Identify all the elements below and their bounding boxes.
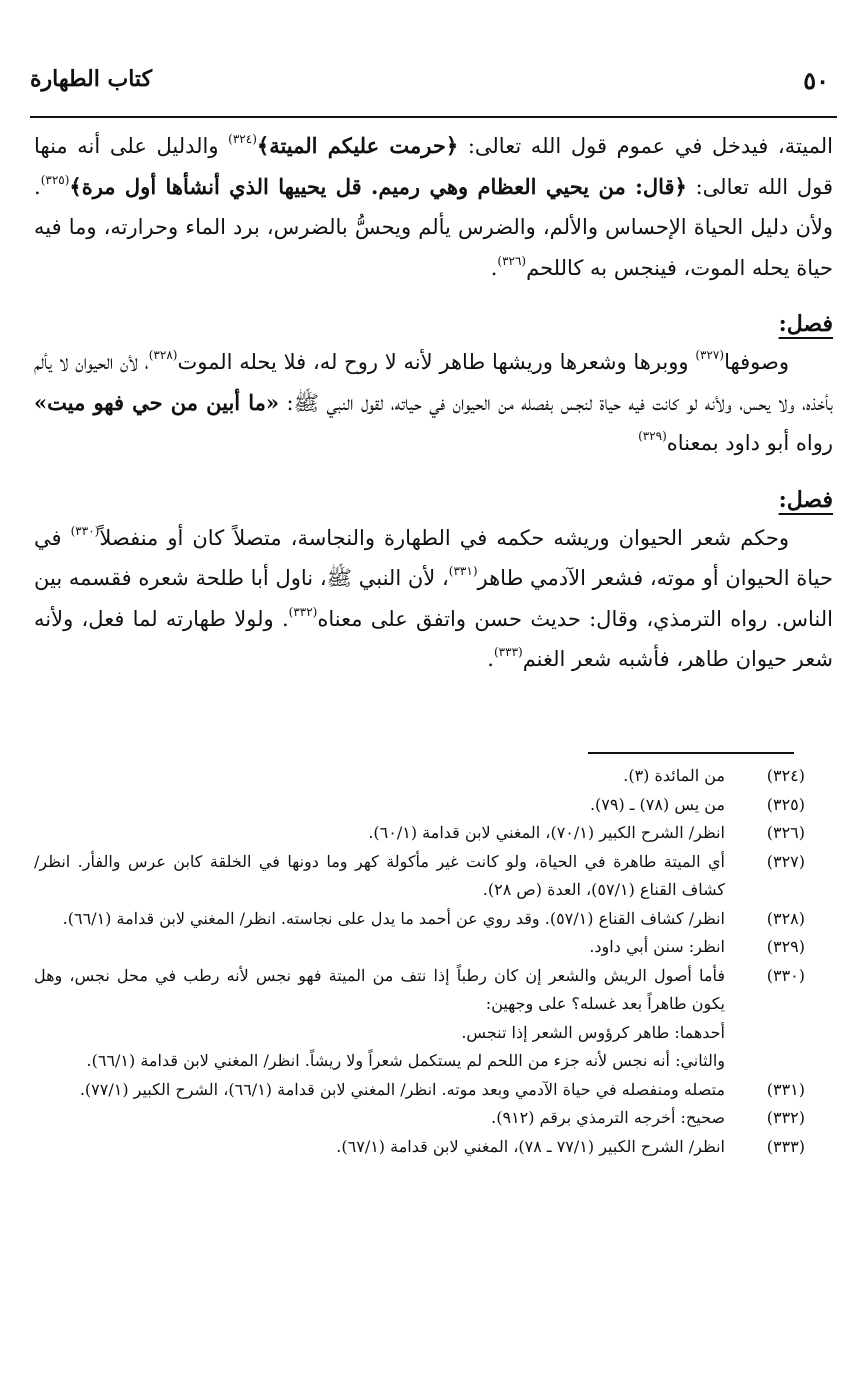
footnote-ref: (٣٢٦) — [497, 253, 527, 268]
footnote-line: من يس (٧٨) ـ (٧٩). — [589, 794, 725, 814]
footnote-text — [34, 905, 725, 934]
footnote-text — [34, 762, 725, 791]
footnote-item — [34, 1076, 805, 1105]
footnote-ref: (٣٣٣) — [493, 645, 523, 659]
page-number: ٥٠ — [803, 66, 829, 95]
footnote-number: (٣٣٢) — [766, 1108, 805, 1127]
footnote-ref: (٣٣١) — [448, 564, 478, 578]
paragraph-text: . — [487, 647, 494, 671]
hadith-quote: «ما أبين من حي فهو ميت» — [34, 389, 280, 415]
paragraph-text: . ولولا طهارته لما فعل، ولأنه شعر حيوان طاهر، فأشبه شعر الغنم — [34, 606, 833, 671]
footnote-line: انظر/ كشاف القناع (٥٧/١). وقد روي عن أحمد ما يدل على نجاسته. انظر/ المغني لابن قدامة (٦٦/١). — [62, 908, 725, 928]
paragraph-text: . — [490, 255, 498, 280]
footnote-ref: (٣٢٧) — [695, 348, 725, 362]
footnote-line: من المائدة (٣). — [623, 766, 725, 785]
footnote-number: (٣٢٨) — [766, 908, 805, 928]
footnote-text — [34, 933, 725, 962]
footnote-ref: (٣٢٩) — [638, 429, 667, 443]
footnote-item — [34, 1133, 805, 1162]
paragraph-text: والدليل على أنه منها قول الله تعالى: — [34, 134, 833, 199]
quran-quote: ﴿قال: من يحيي العظام وهي رميم. قل يحييها الذي أنشأها أول مرة﴾ — [69, 173, 687, 199]
footnote-item — [34, 819, 805, 848]
paragraph-2 — [34, 342, 833, 464]
paragraph-3 — [34, 518, 833, 680]
footnote-item — [34, 962, 805, 1076]
paragraph-1 — [34, 126, 833, 288]
footnote-number: (٣٢٩) — [766, 937, 805, 956]
footnote-item — [34, 933, 805, 962]
paragraph-text: وصوفها — [724, 350, 790, 374]
running-title: كتاب الطهارة — [30, 66, 153, 92]
section-heading: فصل: — [778, 486, 833, 513]
paragraph-text: ووبرها وشعرها وريشها طاهر لأنه لا روح له، فلا يحله الموت — [177, 350, 696, 374]
footnote-ref: (٣٣٠) — [70, 523, 100, 538]
footnote-line: صحيح: أخرجه الترمذي برقم (٩١٢). — [491, 1108, 725, 1127]
footnote-ref: (٣٢٤) — [228, 132, 257, 146]
footnote-item — [34, 905, 805, 934]
paragraph-text: رواه أبو داود بمعناه — [666, 431, 833, 455]
footnote-item — [34, 848, 805, 905]
footnote-text — [34, 791, 725, 820]
footnote-item — [34, 762, 805, 791]
footnote-number: (٣٢٥) — [766, 794, 805, 814]
paragraph-text: وحكم شعر الحيوان وريشه حكمه في الطهارة والنجاسة، متصلاً كان أو منفصلاً — [99, 525, 789, 550]
footnote-number: (٣٢٦) — [766, 823, 805, 842]
footnotes — [34, 762, 805, 1161]
footnote-number: (٣٢٤) — [766, 766, 805, 785]
footnote-number: (٣٣٣) — [766, 1136, 805, 1156]
running-header — [30, 66, 837, 100]
footnote-text — [34, 819, 725, 848]
footnote-line: متصله ومنفصله في حياة الآدمي وبعد موته. انظر/ المغني لابن قدامة (٦٦/١)، الشرح الكبير (٧٧/١). — [79, 1079, 725, 1099]
paragraph-text: ، لأن الحيوان لا يألم بأخذه، ولا يحس، ولأنه لو كانت فيه حياة لنجس بفصله من الحيوان في حياته، لقول النبي ﷺ: — [34, 350, 834, 415]
footnote-number: (٣٢٧) — [766, 851, 805, 871]
footnote-text — [34, 848, 725, 905]
footnote-item — [34, 1104, 805, 1133]
footnote-ref: (٣٢٨) — [148, 348, 178, 362]
footnote-line: انظر: سنن أبي داود. — [589, 937, 725, 956]
footnote-ref: (٣٣٢) — [288, 604, 318, 619]
footnote-ref: (٣٢٥) — [40, 172, 70, 187]
paragraph-text: . ولأن دليل الحياة الإحساس والألم، والضرس يألم ويحسُّ بالضرس، برد الماء وحرارته، وما فيه حياة يحله الموت، فينجس به كاللحم — [34, 174, 833, 280]
footnote-line: أي الميتة طاهرة في الحياة، ولو كانت غير مأكولة كهر وما دونها في الخلقة كابن عرس والفأر. انظر/ كشاف القناع (٥٧/١)، العدة (ص ٢٨). — [34, 851, 726, 899]
paragraph-text: ، لأن النبي ﷺ، ناول أبا طلحة شعره فقسمه بين الناس. رواه الترمذي، وقال: حديث حسن واتفق على معناه — [34, 566, 833, 631]
footnote-text — [34, 1076, 725, 1105]
footnote-line: أحدهما: طاهر كرؤوس الشعر إذا تنجس. — [461, 1022, 725, 1042]
paragraph-text: في حياة الحيوان أو موته، فشعر الآدمي طاهر — [34, 525, 833, 590]
footnote-line: والثاني: أنه نجس لأنه جزء من اللحم لم يستكمل شعراً ولا ريشاً. انظر/ المغني لابن قدامة (٦٦/١). — [86, 1051, 725, 1070]
footnote-item — [34, 791, 805, 820]
main-text — [34, 126, 833, 680]
quran-quote: ﴿حرمت عليكم الميتة﴾ — [256, 133, 459, 158]
footnote-number: (٣٣١) — [766, 1079, 805, 1099]
paragraph-text: الميتة، فيدخل في عموم قول الله تعالى: — [458, 134, 833, 158]
footnote-line: انظر/ الشرح الكبير (٧٠/١)، المغني لابن قدامة (٦٠/١). — [368, 823, 725, 842]
footnote-text — [34, 1104, 725, 1133]
footnote-line: انظر/ الشرح الكبير (٧٧/١ ـ ٧٨)، المغني لابن قدامة (٦٧/١). — [336, 1136, 725, 1156]
footnote-number: (٣٣٠) — [766, 965, 805, 985]
header-rule — [30, 116, 837, 118]
section-heading: فصل: — [778, 311, 833, 337]
footnote-separator — [588, 752, 794, 754]
footnote-line: فأما أصول الريش والشعر إن كان رطباً إذا نتف من الميتة فهو نجس لأنه رطب في محل نجس، وهل يكون طاهراً بعد غسله؟ على وجهين: — [34, 965, 725, 1013]
footnote-text — [34, 962, 725, 1076]
footnote-text — [34, 1133, 725, 1162]
